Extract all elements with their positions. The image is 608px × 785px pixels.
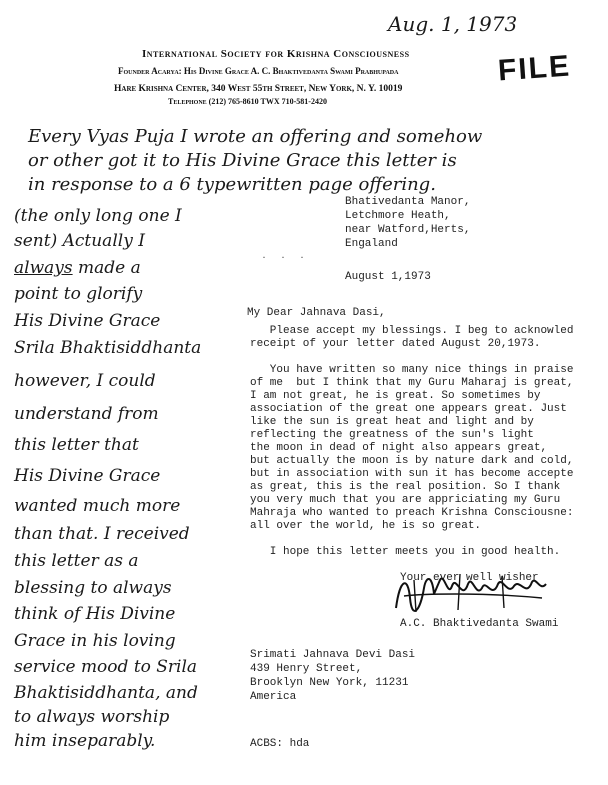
recipient-line: Srimati Jahnava Devi Dasi	[250, 649, 416, 661]
handwritten-column-line: His Divine Grace	[14, 466, 161, 486]
letterhead-center: Hare Krishna Center, 340 West 55th Street, New York, N. Y. 10019	[114, 84, 403, 94]
handwritten-column-line: wanted much more	[14, 496, 181, 516]
recipient-line: America	[250, 691, 297, 703]
recipient-line: Brooklyn New York, 11231	[250, 677, 409, 689]
letter-paragraph-2-line: reflecting the greatness of the sun's light	[250, 429, 534, 441]
handwritten-column-line: (the only long one I	[14, 206, 182, 226]
handwritten-column-line: him inseparably.	[14, 731, 156, 751]
handwritten-top-line: Every Vyas Puja I wrote an offering and somehow	[28, 126, 483, 147]
letter-signer-name: A.C. Bhaktivedanta Swami	[400, 618, 559, 630]
letter-paragraph-2-line: the moon in dead of night also appears great,	[250, 442, 548, 454]
letter-paragraph-2-line: but actually the moon is by nature dark and cold,	[250, 455, 574, 467]
handwritten-column-line: to always worship	[14, 707, 170, 727]
letter-paragraph-2-line: I am not great, he is great. So sometimes by	[250, 390, 541, 402]
scan-speckle: · · ·	[262, 250, 310, 264]
handwritten-column-line: understand from	[14, 404, 159, 424]
letter-paragraph-2-line: like the sun is great heat and light and by	[250, 416, 534, 428]
handwritten-top-line: in response to a 6 typewritten page offering.	[28, 174, 436, 195]
letter-paragraph-2-line: you very much that you are appriciating my Guru	[250, 494, 561, 506]
letter-paragraph-1-line: receipt of your letter dated August 20,1973.	[250, 338, 541, 350]
handwritten-column-line: blessing to always	[14, 578, 172, 598]
underlined-word: always	[14, 258, 73, 278]
sender-address-line: Engaland	[345, 238, 398, 250]
letter-paragraph-2-line: You have written so many nice things in praise	[250, 364, 574, 376]
handwritten-date: Aug. 1, 1973	[388, 12, 518, 36]
letter-paragraph-1-line: Please accept my blessings. I beg to acknowled	[250, 325, 574, 337]
handwritten-top-line: or other got it to His Divine Grace this letter is	[28, 150, 457, 171]
letterhead-founder: Founder Acarya: His Divine Grace A. C. Bhaktivedanta Swami Prabhupada	[118, 66, 399, 76]
letter-paragraph-2-line: of me but I think that my Guru Maharaj is great,	[250, 377, 574, 389]
letterhead-phone: Telephone (212) 765-8610 TWX 710-581-2420	[168, 97, 327, 106]
handwritten-column-line: point to glorify	[14, 284, 143, 304]
sender-address-line: Bhativedanta Manor,	[345, 196, 471, 208]
letter-closing: Your ever well wisher	[400, 572, 539, 584]
file-stamp: FILE	[496, 49, 573, 88]
signature-drawing	[390, 568, 550, 616]
letter-date: August 1,1973	[345, 271, 431, 283]
letter-paragraph-3: I hope this letter meets you in good health.	[250, 546, 561, 558]
reference-initials: ACBS: hda	[250, 738, 310, 750]
handwritten-column-line: Srila Bhaktisiddhanta	[14, 338, 202, 358]
letter-paragraph-2-line: association of the great one appears great. Just	[250, 403, 567, 415]
handwritten-column-line: His Divine Grace	[14, 311, 161, 331]
handwritten-column-line: however, I could	[14, 371, 156, 391]
letter-paragraph-2-line: as great, this is the real position. So I thank	[250, 481, 561, 493]
recipient-line: 439 Henry Street,	[250, 663, 363, 675]
handwritten-column-line: than that. I received	[14, 524, 190, 544]
letter-paragraph-2-line: but in association with sun it has become accepte	[250, 468, 574, 480]
handwritten-column-line: service mood to Srila	[14, 657, 198, 677]
handwritten-column-line: this letter as a	[14, 551, 139, 571]
handwritten-column-line: think of His Divine	[14, 604, 176, 624]
handwritten-column-line: Bhaktisiddhanta, and	[14, 683, 198, 703]
sender-address-line: Letchmore Heath,	[345, 210, 451, 222]
sender-address-line: near Watford,Herts,	[345, 224, 471, 236]
letter-paragraph-2-line: Mahraja who wanted to preach Krishna Consciousne:	[250, 507, 574, 519]
handwritten-column-line: Grace in his loving	[14, 631, 176, 651]
handwritten-column-line: sent) Actually I	[14, 231, 145, 251]
letter-salutation: My Dear Jahnava Dasi,	[247, 307, 386, 319]
handwritten-column-line: always made a	[14, 258, 141, 278]
handwritten-column-line: this letter that	[14, 435, 139, 455]
letter-paragraph-2-line: all over the world, he is so great.	[250, 520, 482, 532]
letterhead-org: International Society for Krishna Consciousness	[142, 48, 410, 60]
